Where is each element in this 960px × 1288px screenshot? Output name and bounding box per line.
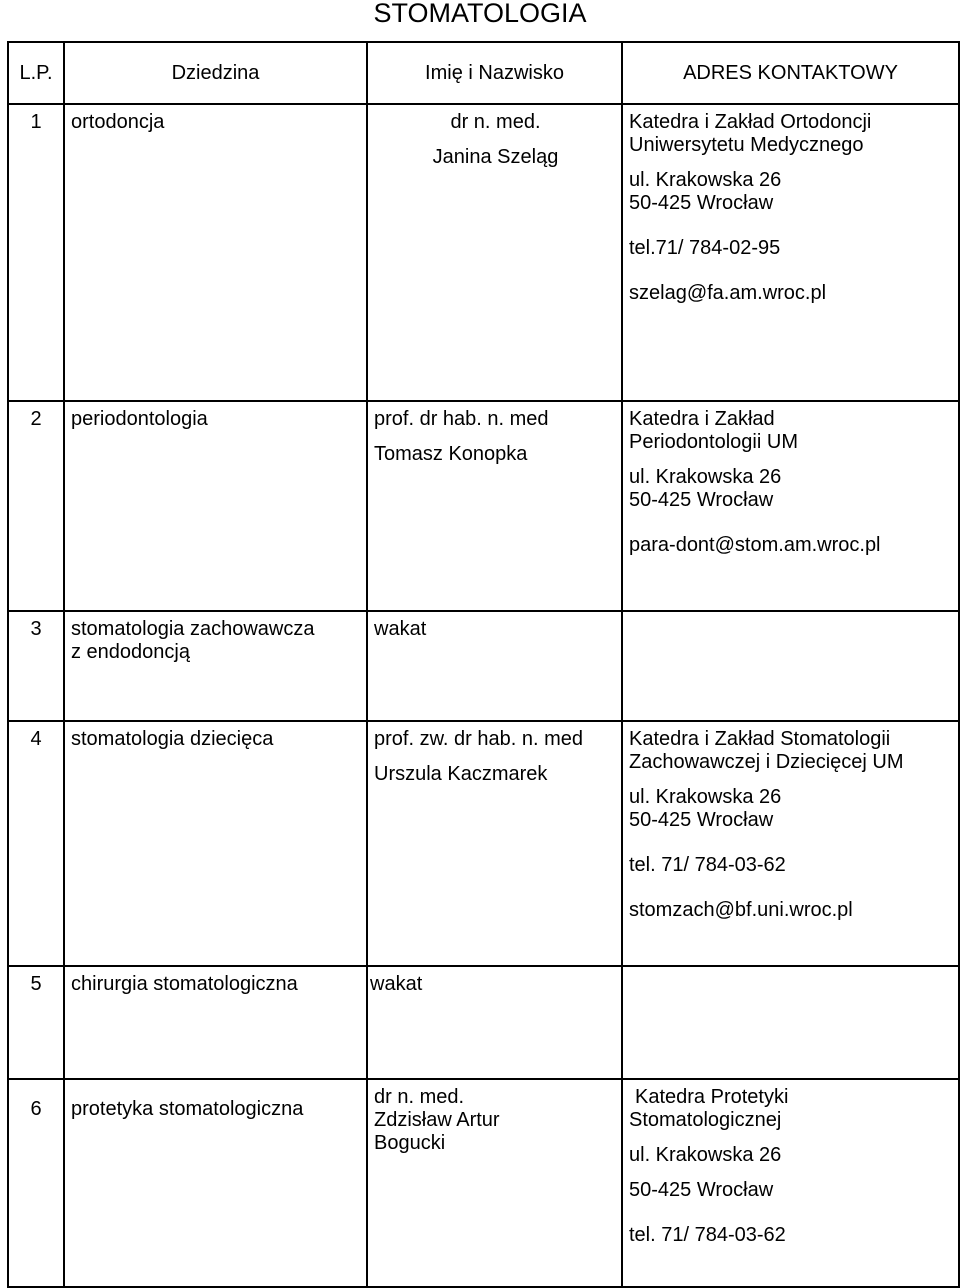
address-city: 50-425 Wrocław [629, 192, 774, 214]
row-title: prof. dr hab. n. med [374, 408, 549, 430]
row-name-cell [367, 966, 622, 1079]
address-org: Katedra Protetyki [635, 1086, 789, 1108]
row-lp: 6 [30, 1098, 42, 1120]
address-org: Zachowawczej i Dziecięcej UM [629, 751, 904, 773]
table-row [8, 721, 959, 966]
table-header-row [8, 42, 959, 104]
address-city: 50-425 Wrocław [629, 809, 774, 831]
address-phone: tel. 71/ 784-03-62 [629, 854, 786, 876]
row-person: Janina Szeląg [432, 146, 559, 168]
table-row [8, 1079, 959, 1287]
row-field: protetyka stomatologiczna [71, 1098, 304, 1120]
row-lp-cell [8, 104, 64, 401]
staff-table [7, 41, 960, 1288]
row-person: Zdzisław Artur [374, 1109, 500, 1131]
row-field: stomatologia dziecięca [71, 728, 274, 750]
row-address-cell [622, 611, 959, 721]
header-address: ADRES KONTAKTOWY [622, 42, 959, 104]
row-field-cell [64, 104, 367, 401]
address-city: 50-425 Wrocław [629, 1179, 774, 1201]
document-title: STOMATOLOGIA [373, 0, 587, 28]
row-title: dr n. med. [374, 1086, 465, 1108]
address-email: para-dont@stom.am.wroc.pl [629, 534, 881, 556]
address-org: Katedra i Zakład Stomatologii [629, 728, 891, 750]
table-row [8, 966, 959, 1079]
row-lp-cell [8, 1079, 64, 1287]
row-name-cell [367, 721, 622, 966]
address-email: stomzach@bf.uni.wroc.pl [629, 899, 853, 921]
table-row [8, 611, 959, 721]
row-address-cell [622, 966, 959, 1079]
address-org: Katedra i Zakład Ortodoncji [629, 111, 872, 133]
address-phone: tel. 71/ 784-03-62 [629, 1224, 786, 1246]
address-street: ul. Krakowska 26 [629, 1144, 782, 1166]
row-field: ortodoncja [71, 111, 165, 133]
row-name-cell [367, 611, 622, 721]
row-address-cell [622, 104, 959, 401]
row-field: stomatologia zachowawcza [71, 618, 315, 640]
address-org: Uniwersytetu Medycznego [629, 134, 864, 156]
address-city: 50-425 Wrocław [629, 489, 774, 511]
row-name-cell [367, 401, 622, 611]
table-row [8, 401, 959, 611]
row-field: z endodoncją [71, 641, 190, 663]
row-person: Tomasz Konopka [374, 443, 528, 465]
row-title: prof. zw. dr hab. n. med [374, 728, 583, 750]
address-org: Periodontologii UM [629, 431, 798, 453]
header-name: Imię i Nazwisko [367, 42, 622, 104]
address-street: ul. Krakowska 26 [629, 169, 782, 191]
row-field-cell [64, 611, 367, 721]
row-lp: 3 [30, 618, 42, 640]
address-street: ul. Krakowska 26 [629, 786, 782, 808]
row-lp: 5 [30, 973, 42, 995]
row-address-cell [622, 721, 959, 966]
row-lp: 2 [30, 408, 42, 430]
row-lp: 4 [30, 728, 42, 750]
table-row [8, 104, 959, 401]
row-name-cell [367, 1079, 622, 1287]
row-person: Bogucki [374, 1132, 446, 1154]
row-field-cell [64, 401, 367, 611]
row-field: periodontologia [71, 408, 208, 430]
header-lp: L.P. [8, 42, 64, 104]
address-street: ul. Krakowska 26 [629, 466, 782, 488]
row-lp-cell [8, 966, 64, 1079]
address-org: Katedra i Zakład [629, 408, 775, 430]
row-name-cell [367, 104, 622, 401]
header-field: Dziedzina [64, 42, 367, 104]
row-person: wakat [370, 973, 423, 995]
row-title: dr n. med. [450, 111, 541, 133]
address-org: Stomatologicznej [629, 1109, 782, 1131]
row-field-cell [64, 1079, 367, 1287]
row-person: Urszula Kaczmarek [374, 763, 548, 785]
address-phone: tel.71/ 784-02-95 [629, 237, 781, 259]
row-lp: 1 [30, 111, 42, 133]
row-lp-cell [8, 721, 64, 966]
address-email: szelag@fa.am.wroc.pl [629, 282, 827, 304]
row-field-cell [64, 966, 367, 1079]
row-field: chirurgia stomatologiczna [71, 973, 298, 995]
row-field-cell [64, 721, 367, 966]
row-person: wakat [374, 618, 427, 640]
row-lp-cell [8, 611, 64, 721]
row-address-cell [622, 401, 959, 611]
row-lp-cell [8, 401, 64, 611]
row-address-cell [622, 1079, 959, 1287]
